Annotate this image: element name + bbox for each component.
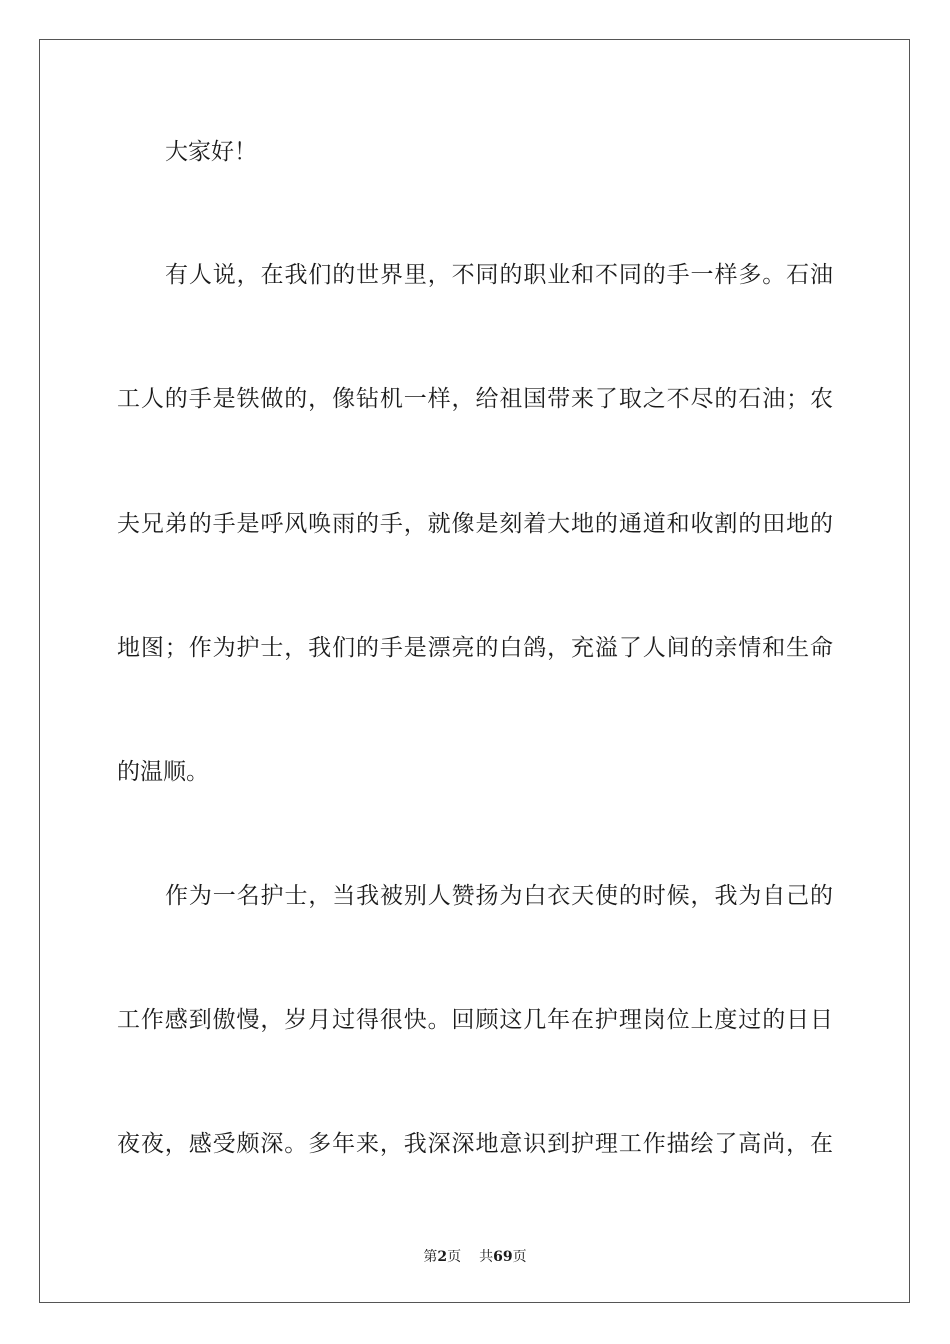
paragraph-2-line-3: 夜夜，感受颇深。多年来，我深深地意识到护理工作描绘了高尚，在	[117, 1131, 833, 1157]
paragraph-1-line-3: 夫兄弟的手是呼风唤雨的手，就像是刻着大地的通道和收割的田地的	[117, 511, 833, 537]
page-border	[39, 39, 910, 1303]
paragraph-2-line-2: 工作感到傲慢，岁月过得很快。回顾这几年在护理岗位上度过的日日	[117, 1007, 833, 1033]
total-pages: 69	[493, 1249, 513, 1265]
page-footer	[0, 1248, 950, 1266]
total-suffix: 页	[512, 1249, 527, 1265]
paragraph-1-line-5: 的温顺。	[117, 759, 209, 785]
paragraph-2-line-1: 作为一名护士，当我被别人赞扬为白衣天使的时候，我为自己的	[165, 883, 833, 909]
total-prefix: 共	[479, 1249, 494, 1265]
page-suffix: 页	[447, 1249, 462, 1265]
paragraph-1-line-4: 地图；作为护士，我们的手是漂亮的白鸽，充溢了人间的亲情和生命	[117, 635, 833, 661]
paragraph-1-line-1: 有人说，在我们的世界里，不同的职业和不同的手一样多。石油	[165, 262, 833, 288]
paragraph-1-line-2: 工人的手是铁做的，像钻机一样，给祖国带来了取之不尽的石油；农	[117, 386, 833, 412]
greeting-line: 大家好！	[165, 139, 257, 165]
page-prefix: 第	[423, 1249, 438, 1265]
page-number: 2	[437, 1249, 448, 1265]
